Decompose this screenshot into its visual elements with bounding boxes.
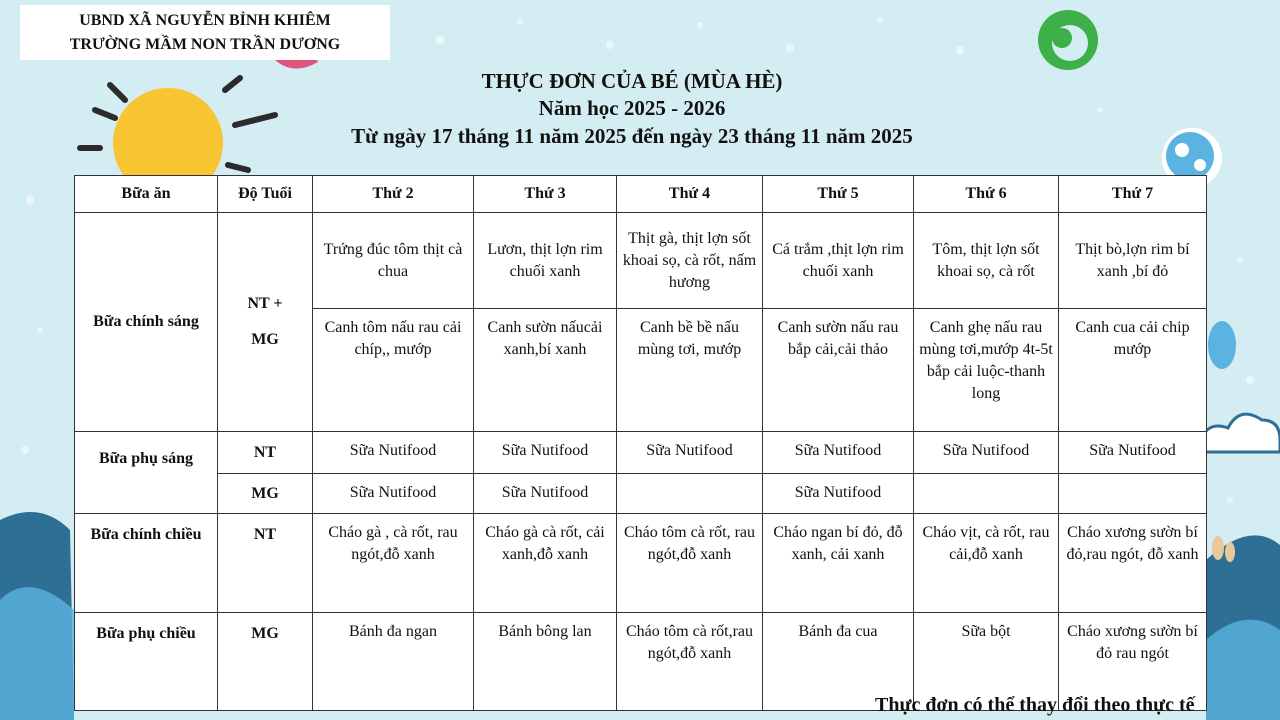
menu-table bbox=[74, 175, 1207, 711]
blue-blob-decoration bbox=[1208, 321, 1236, 369]
afternoon-main-fri: Cháo vịt, cà rốt, rau cải,đỗ xanh bbox=[914, 514, 1059, 613]
afternoon-snack-mon: Bánh đa ngan bbox=[313, 613, 474, 711]
cloud-icon bbox=[1200, 414, 1280, 452]
school-year: Năm học 2025 - 2026 bbox=[538, 96, 726, 120]
age-morning-snack-mg: MG bbox=[218, 474, 313, 514]
page-title: THỰC ĐƠN CỦA BÉ (MÙA HÈ) bbox=[481, 69, 783, 93]
breakfast-soup-sat: Canh cua cải chip mướp bbox=[1059, 309, 1207, 432]
morning-snack-nt-fri: Sữa Nutifood bbox=[914, 432, 1059, 474]
morning-snack-mg-mon: Sữa Nutifood bbox=[313, 474, 474, 514]
morning-snack-mg-row bbox=[75, 474, 1207, 514]
title-block bbox=[0, 67, 1264, 150]
age-afternoon-snack: MG bbox=[218, 613, 313, 711]
breakfast-soup-thu: Canh sườn nấu rau bắp cải,cải thảo bbox=[763, 309, 914, 432]
school-name-box bbox=[20, 5, 390, 60]
age-breakfast-line-1: NT + bbox=[247, 295, 283, 312]
morning-snack-nt-wed: Sữa Nutifood bbox=[617, 432, 763, 474]
afternoon-snack-sat: Cháo xương sườn bí đỏ rau ngót bbox=[1059, 613, 1207, 711]
afternoon-main-thu: Cháo ngan bí đỏ, đỗ xanh, cải xanh bbox=[763, 514, 914, 613]
afternoon-snack-tue: Bánh bông lan bbox=[474, 613, 617, 711]
morning-snack-nt-tue: Sữa Nutifood bbox=[474, 432, 617, 474]
morning-snack-mg-tue: Sữa Nutifood bbox=[474, 474, 617, 514]
breakfast-main-wed: Thịt gà, thịt lợn sốt khoai sọ, cà rốt, nấm hương bbox=[617, 213, 763, 309]
org-line-1: UBND XÃ NGUYỄN BỈNH KHIÊM bbox=[79, 12, 331, 29]
green-swirl-icon bbox=[1038, 10, 1098, 70]
header-row bbox=[75, 176, 1207, 213]
morning-snack-mg-thu: Sữa Nutifood bbox=[763, 474, 914, 514]
afternoon-snack-thu: Bánh đa cua bbox=[763, 613, 914, 711]
breakfast-main-thu: Cá trắm ,thịt lợn rim chuối xanh bbox=[763, 213, 914, 309]
header-sat: Thứ 7 bbox=[1059, 176, 1207, 213]
meal-morning-snack: Bữa phụ sáng bbox=[75, 432, 218, 514]
header-tue: Thứ 3 bbox=[474, 176, 617, 213]
date-range: Từ ngày 17 tháng 11 năm 2025 đến ngày 23 tháng 11 năm 2025 bbox=[351, 124, 913, 148]
afternoon-main-mon: Cháo gà , cà rốt, rau ngót,đỗ xanh bbox=[313, 514, 474, 613]
breakfast-main-tue: Lươn, thịt lợn rim chuối xanh bbox=[474, 213, 617, 309]
header-meal: Bữa ăn bbox=[75, 176, 218, 213]
footer-note: Thực đơn có thể thay đổi theo thực tế bbox=[875, 694, 1195, 716]
afternoon-snack-wed: Cháo tôm cà rốt,rau ngót,đỗ xanh bbox=[617, 613, 763, 711]
header-age: Độ Tuổi bbox=[218, 176, 313, 213]
afternoon-main-sat: Cháo xương sườn bí đỏ,rau ngót, đỗ xanh bbox=[1059, 514, 1207, 613]
hill-right-light-decoration bbox=[1206, 620, 1280, 720]
age-morning-snack-nt: NT bbox=[218, 432, 313, 474]
header-wed: Thứ 4 bbox=[617, 176, 763, 213]
morning-snack-mg-sat bbox=[1059, 474, 1207, 514]
breakfast-soup-fri: Canh ghẹ nấu rau mùng tơi,mướp 4t-5t bắp cải luộc-thanh long bbox=[914, 309, 1059, 432]
breakfast-soup-wed: Canh bề bề nấu mùng tơi, mướp bbox=[617, 309, 763, 432]
morning-snack-nt-mon: Sữa Nutifood bbox=[313, 432, 474, 474]
meal-breakfast: Bữa chính sáng bbox=[75, 213, 218, 432]
morning-snack-nt-thu: Sữa Nutifood bbox=[763, 432, 914, 474]
breakfast-main-fri: Tôm, thịt lợn sốt khoai sọ, cà rốt bbox=[914, 213, 1059, 309]
breakfast-main-mon: Trứng đúc tôm thịt cà chua bbox=[313, 213, 474, 309]
org-line-2: TRƯỜNG MẦM NON TRẦN DƯƠNG bbox=[69, 36, 341, 53]
afternoon-main-tue: Cháo gà cà rốt, cải xanh,đỗ xanh bbox=[474, 514, 617, 613]
afternoon-snack-fri: Sữa bột bbox=[914, 613, 1059, 711]
morning-snack-mg-wed bbox=[617, 474, 763, 514]
header-fri: Thứ 6 bbox=[914, 176, 1059, 213]
age-breakfast-line-2: MG bbox=[251, 331, 279, 348]
breakfast-soup-mon: Canh tôm nấu rau cải chíp,, mướp bbox=[313, 309, 474, 432]
afternoon-main-wed: Cháo tôm cà rốt, rau ngót,đỗ xanh bbox=[617, 514, 763, 613]
morning-snack-nt-sat: Sữa Nutifood bbox=[1059, 432, 1207, 474]
header-thu: Thứ 5 bbox=[763, 176, 914, 213]
morning-snack-mg-fri bbox=[914, 474, 1059, 514]
afternoon-main-row bbox=[75, 514, 1207, 613]
breakfast-main-row bbox=[75, 213, 1207, 309]
breakfast-soup-tue: Canh sườn nấucải xanh,bí xanh bbox=[474, 309, 617, 432]
breakfast-main-sat: Thịt bò,lợn rim bí xanh ,bí đỏ bbox=[1059, 213, 1207, 309]
meal-afternoon-main: Bữa chính chiều bbox=[75, 514, 218, 613]
age-breakfast bbox=[218, 213, 313, 432]
morning-snack-nt-row bbox=[75, 432, 1207, 474]
age-afternoon-main: NT bbox=[218, 514, 313, 613]
hill-left-light-decoration bbox=[0, 587, 74, 720]
header-mon: Thứ 2 bbox=[313, 176, 474, 213]
meal-afternoon-snack: Bữa phụ chiều bbox=[75, 613, 218, 711]
